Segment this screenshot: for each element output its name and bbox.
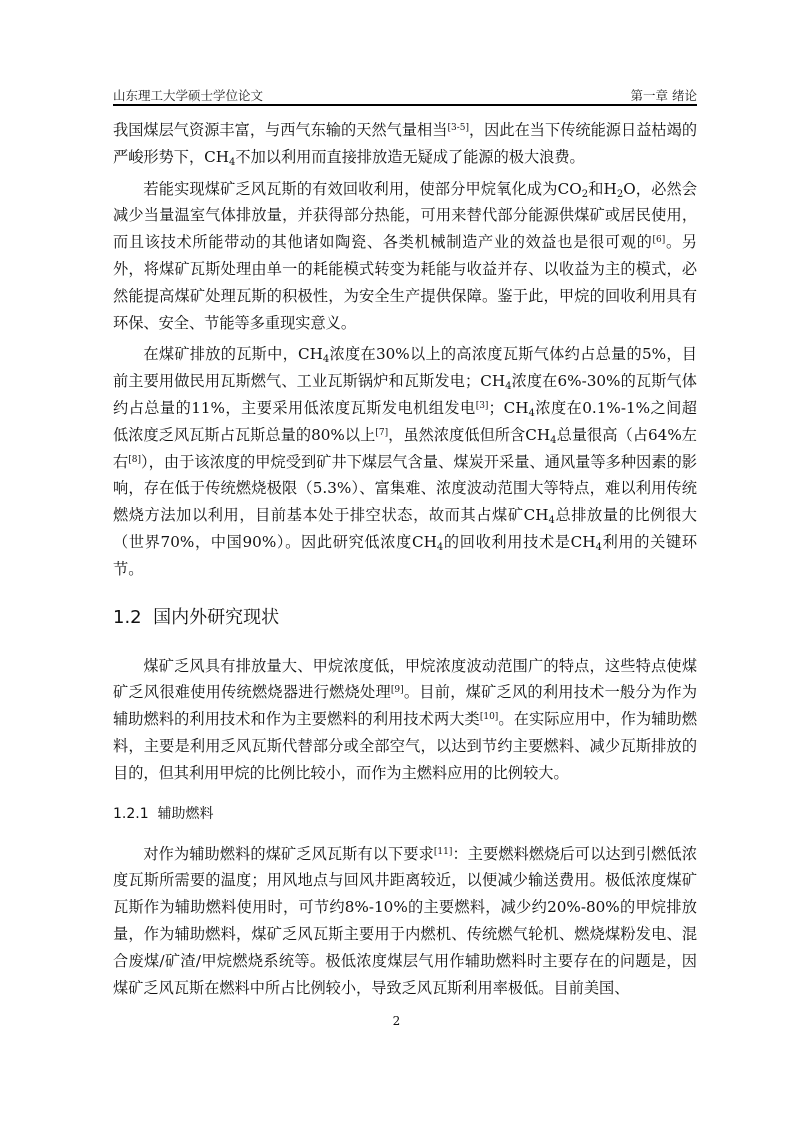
page-content <box>113 117 697 1006</box>
citation: [8] <box>128 454 141 465</box>
citation: [11] <box>433 846 453 857</box>
citation: [3] <box>475 400 489 411</box>
paragraph-continued <box>113 117 697 171</box>
paragraph-research-status <box>113 653 697 787</box>
page-header <box>113 86 697 106</box>
text: 。另外，将煤矿瓦斯处理由单一的耗能模式转变为耗能与收益并存、以收益为主的模式，必然能提高煤矿处理瓦斯的积极性，为安全生产提供保障。鉴于此，甲烷的回收利用具有环保、安全、节能等多重现实意义。 <box>113 233 698 332</box>
subscript: 4 <box>548 515 555 527</box>
text: ，因此在当下传统能源日益枯竭的严峻形势下，CH <box>113 121 698 166</box>
text: O，必然会减少当量温室气体排放量，并获得部分热能，可用来替代部分能源供煤矿或居民使用，而且该技术所能带动的其他诸如陶瓷、各类机械制造产业的效益也是很可观的 <box>113 179 698 252</box>
subscript: 4 <box>550 434 557 446</box>
text: 和H <box>588 179 617 198</box>
citation: [7] <box>375 427 389 438</box>
text: ，虽然浓度低但所含CH <box>388 425 551 444</box>
text: 总量很高（占64%左右 <box>113 425 697 471</box>
text: 对作为辅助燃料的煤矿乏风瓦斯有以下要求 <box>143 844 434 863</box>
citation: [10] <box>479 712 499 723</box>
citation: [9] <box>390 685 404 696</box>
subsection-title: 辅助燃料 <box>157 805 214 822</box>
text: 总排放量的比例很大（世界70%，中国90%）。因此研究低浓度CH <box>113 506 697 551</box>
text: 浓度在6%-30%的瓦斯气体约占总量的11%，主要采用低浓度瓦斯发电机组发电 <box>113 372 697 417</box>
subscript: 4 <box>505 381 512 393</box>
subscript: 4 <box>322 354 330 366</box>
section-heading <box>113 603 697 633</box>
paragraph-auxiliary-fuel <box>113 841 697 1002</box>
subscript: 4 <box>595 541 602 553</box>
subsection-number: 1.2.1 <box>113 805 149 822</box>
text: 在煤矿排放的瓦斯中，CH <box>143 345 323 364</box>
paragraph-recovery-benefits <box>113 176 697 337</box>
text: 不加以利用而直接排放造无疑成了能源的极大浪费。 <box>235 147 585 166</box>
subsection-heading <box>113 801 697 827</box>
text: 我国煤层气资源丰富，与西气东输的天然气量相当 <box>113 121 448 139</box>
subscript: 4 <box>528 407 535 419</box>
header-rule <box>113 104 697 106</box>
text: 利用的关键环节。 <box>113 532 698 578</box>
page-number: 2 <box>392 1014 401 1028</box>
text: 。在实际应用中，作为辅助燃料，主要是利用乏风瓦斯代替部分或全部空气，以达到节约主要燃料、减少瓦斯排放的目的，但其利用甲烷的比例比较小，而作为主燃料应用的比例较大。 <box>113 710 698 782</box>
text: 浓度在0.1%-1%之间超低浓度乏风瓦斯占瓦斯总量的80%以上 <box>113 398 697 444</box>
text: 煤矿乏风具有排放量大、甲烷浓度低，甲烷浓度波动范围广的特点，这些特点使煤矿乏风很难使用传统燃烧器进行燃烧处理 <box>113 656 697 702</box>
header-thesis-title: 山东理工大学硕士学位论文 <box>113 88 264 103</box>
citation: [3-5] <box>447 123 469 133</box>
subscript: 2 <box>616 188 624 200</box>
text: 的回收利用技术是CH <box>443 532 596 551</box>
text: ），由于该浓度的甲烷受到矿井下煤层气含量、煤炭开采量、通风量等多种因素的影响，存在低于传统燃烧极限（5.3%）、富集难、浓度波动范围大等特点，难以利用传统燃烧方法加以利用，目前基本处于排空状态，故而其占煤矿CH <box>113 452 697 525</box>
section-title: 国内外研究现状 <box>153 606 280 628</box>
citation: [6] <box>652 235 666 246</box>
header-chapter: 第一章 绪论 <box>630 88 697 103</box>
subscript: 4 <box>436 541 444 553</box>
text: ；CH <box>488 398 529 417</box>
text: 浓度在30%以上的高浓度瓦斯气体约占总量的5%，目前主要用做民用瓦斯燃气、工业瓦斯锅炉和瓦斯发电；CH <box>113 345 697 391</box>
section-number: 1.2 <box>113 606 142 628</box>
text: ：主要燃料燃烧后可以达到引燃低浓度瓦斯所需要的温度；用风地点与回风井距离较近，以便减少输送费用。极低浓度煤矿瓦斯作为辅助燃料使用时，可节约8%-10%的主要燃料，减少约20%-80%的甲烷排放量，作为辅助燃料，煤矿乏风瓦斯主要用于内燃机、传统燃气轮机、燃烧煤粉发电、混合废煤/矿渣/甲烷燃烧系统等。极低浓度煤层气用作辅助燃料时主要存在的问题是，因煤矿乏风瓦斯在燃料中所占比例较小，导致乏风瓦斯利用率极低。目前美国、 <box>113 844 698 997</box>
paragraph-gas-concentration <box>113 341 697 582</box>
subscript: 2 <box>581 188 589 200</box>
subscript: 4 <box>229 156 236 168</box>
text: 。目前，煤矿乏风的利用技术一般分为作为辅助燃料的利用技术和作为主要燃料的利用技术两大类 <box>113 683 698 729</box>
text: 若能实现煤矿乏风瓦斯的有效回收利用，使部分甲烷氧化成为CO <box>143 179 582 198</box>
